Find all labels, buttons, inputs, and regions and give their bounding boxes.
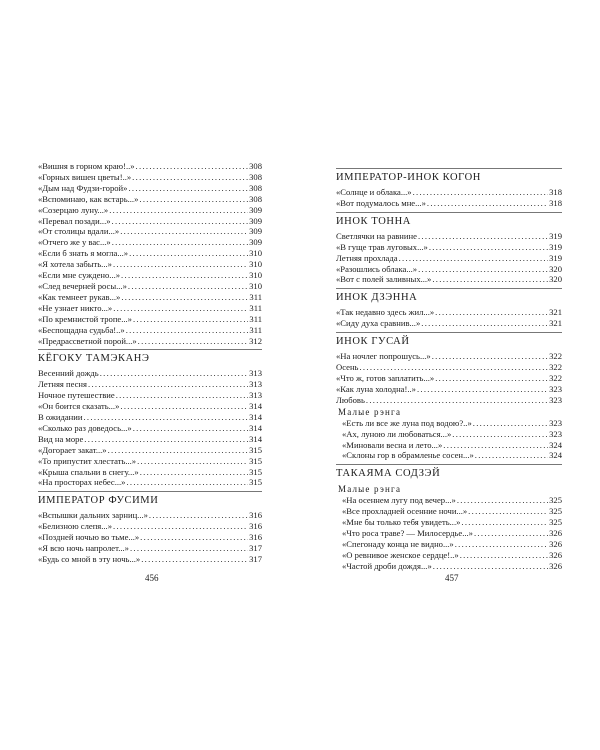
toc-leader-dots — [108, 445, 249, 456]
toc-leader-dots — [88, 379, 248, 390]
toc-entry — [38, 303, 262, 314]
toc-entry-label: Осень — [336, 362, 359, 373]
toc-entry-page: 314 — [249, 433, 262, 444]
toc-entry — [336, 384, 562, 395]
toc-leader-dots — [418, 264, 548, 275]
toc-entry — [336, 561, 562, 572]
toc-entry-page: 310 — [249, 270, 262, 281]
toc-entry-page: 308 — [249, 182, 262, 193]
toc-entry — [38, 477, 262, 488]
toc-entry-label: «То припустит хлестать...» — [38, 455, 137, 466]
toc-entry-label: «Беспощадна судьба!..» — [38, 324, 125, 335]
toc-leader-dots — [120, 401, 248, 412]
toc-entry — [38, 183, 262, 194]
toc-leader-dots — [417, 384, 548, 395]
toc-entry — [336, 395, 562, 406]
toc-entry-page: 316 — [249, 532, 262, 543]
toc-entry — [336, 539, 562, 550]
toc-entry-page: 324 — [549, 439, 562, 450]
toc-entry — [38, 292, 262, 303]
toc-leader-dots — [432, 351, 548, 362]
toc-entry — [38, 456, 262, 467]
toc-entry-label: «Вспоминаю, как встарь...» — [38, 193, 139, 204]
toc-entry-label: «Созерцаю луну...» — [38, 204, 109, 215]
toc-leader-dots — [457, 495, 548, 506]
section-title: ИНОК ДЗЭННА — [336, 288, 562, 307]
toc-entry-label: «Спегонаду конца не видно...» — [342, 538, 454, 549]
section-title: ИНОК ТОННА — [336, 212, 562, 231]
toc-entry-page: 313 — [249, 390, 262, 401]
toc-entry — [38, 216, 262, 227]
toc-entry-label: «От столицы вдали...» — [38, 226, 120, 237]
toc-entry-label: «Вспышки дальних зарниц...» — [38, 510, 148, 521]
toc-entry-page: 326 — [549, 549, 562, 560]
toc-entry — [336, 506, 562, 517]
toc-entry-label: «Что роса траве? — Милосердье...» — [342, 528, 473, 539]
toc-leader-dots — [413, 187, 549, 198]
toc-leader-dots — [84, 434, 248, 445]
toc-entry-page: 313 — [249, 379, 262, 390]
toc-entry-page: 311 — [249, 302, 262, 313]
toc-section — [336, 212, 562, 286]
toc-entry-page: 323 — [549, 428, 562, 439]
toc-entry-label: «Миновали весна и лето...» — [342, 439, 443, 450]
toc-leader-dots — [460, 550, 548, 561]
toc-leader-dots — [120, 226, 248, 237]
toc-entry-page: 315 — [249, 444, 262, 455]
toc-entry-label: «Я всю ночь напролет...» — [38, 543, 129, 554]
toc-section — [38, 349, 262, 488]
toc-entry-label: «Сколько раз доведось...» — [38, 422, 132, 433]
toc-entry-label: «Частой дроби дождя...» — [342, 560, 432, 571]
toc-entry-page: 319 — [549, 230, 562, 241]
toc-entry-label: «Склоны гор в обрамленье сосен...» — [342, 450, 474, 461]
toc-entry — [38, 543, 262, 554]
toc-entry-label: Летняя прохлада — [336, 252, 398, 263]
toc-entry — [38, 226, 262, 237]
toc-entry-label: Вид на море — [38, 433, 84, 444]
toc-entry-page: 318 — [549, 187, 562, 197]
toc-leader-dots — [137, 456, 248, 467]
toc-entry-page: 311 — [249, 313, 262, 324]
toc-entry — [38, 467, 262, 478]
toc-leader-dots — [116, 390, 248, 401]
toc-entry-label: «Не узнает никто...» — [38, 302, 113, 313]
toc-entry — [336, 418, 562, 429]
section-title: ИНОК ГУСАЙ — [336, 332, 562, 351]
toc-entry — [336, 351, 562, 362]
toc-entry — [336, 231, 562, 242]
toc-entry — [38, 434, 262, 445]
toc-entry — [38, 532, 262, 543]
toc-entry — [38, 423, 262, 434]
toc-section — [38, 491, 262, 565]
toc-entry-page: 314 — [249, 422, 262, 433]
toc-section — [336, 288, 562, 329]
toc-entry-label: «Догорает закат...» — [38, 444, 107, 455]
toc-entry-label: «Перевал позади...» — [38, 215, 111, 226]
toc-entry — [336, 373, 562, 384]
toc-leader-dots — [109, 205, 248, 216]
toc-entry — [38, 194, 262, 205]
toc-entry-label: Летняя песня — [38, 379, 87, 390]
toc-entry-page: 323 — [549, 417, 562, 428]
toc-entry-label: «Будь со мной в эту ночь...» — [38, 554, 141, 564]
toc-entry — [38, 554, 262, 565]
toc-entry-page: 320 — [549, 263, 562, 274]
toc-leader-dots — [112, 216, 249, 227]
toc-leader-dots — [126, 477, 248, 488]
toc-entry-label: «Белизною слепя...» — [38, 521, 113, 532]
toc-entry-label: «Предрассветной порой...» — [38, 335, 137, 346]
toc-entry-label: «Сиду духа сравнив...» — [336, 318, 421, 329]
toc-leader-dots — [359, 362, 548, 373]
toc-entry-label: «Солнце и облака...» — [336, 187, 412, 197]
toc-entry — [38, 259, 262, 270]
toc-leader-dots — [112, 237, 248, 248]
toc-entry-label: «Если б знать я могла...» — [38, 248, 129, 259]
toc-leader-dots — [128, 281, 248, 292]
toc-entry-page: 310 — [249, 280, 262, 291]
toc-entry-page: 325 — [549, 506, 562, 517]
toc-entry — [336, 450, 562, 461]
toc-entry-label: «Я хотела забыть...» — [38, 259, 112, 270]
toc-leader-dots — [121, 270, 248, 281]
toc-leader-dots — [141, 554, 248, 565]
toc-entry — [336, 187, 562, 198]
toc-entry — [38, 390, 262, 401]
toc-entry-page: 314 — [249, 401, 262, 412]
toc-section — [336, 168, 562, 209]
toc-entry-page: 318 — [549, 197, 562, 208]
toc-leader-dots — [435, 373, 548, 384]
toc-entry-label: «Отчего же у вас...» — [38, 237, 111, 248]
toc-leader-dots — [100, 368, 248, 379]
toc-leader-dots — [113, 259, 248, 270]
toc-leader-dots — [113, 303, 248, 314]
toc-leader-dots — [130, 543, 248, 554]
toc-entry-page: 326 — [549, 538, 562, 549]
toc-entry-label: «Вот подумалось мне...» — [336, 197, 426, 208]
toc-leader-dots — [427, 198, 548, 209]
left-page — [38, 161, 262, 565]
toc-entry — [336, 318, 562, 329]
toc-entry-label: «Ах, луною ли любоваться...» — [342, 428, 452, 439]
toc-entry — [38, 412, 262, 423]
toc-entry-page: 322 — [549, 362, 562, 373]
toc-entry — [336, 517, 562, 528]
toc-entry-page: 321 — [549, 318, 562, 329]
toc-entry — [336, 307, 562, 318]
toc-entry-page: 316 — [249, 510, 262, 521]
toc-leader-dots — [421, 318, 548, 329]
toc-entry — [38, 270, 262, 281]
toc-entry — [38, 161, 262, 172]
toc-entry — [38, 237, 262, 248]
toc-entry-label: «Как темнеет рукав...» — [38, 291, 121, 302]
toc-entry-page: 308 — [249, 193, 262, 204]
toc-entry-page: 316 — [249, 521, 262, 532]
toc-entry-label: «По кремнистой тропе...» — [38, 313, 132, 324]
toc-leader-dots — [461, 517, 548, 528]
toc-entry-page: 309 — [249, 226, 262, 237]
toc-entry-label: «Крыша спальни в снегу...» — [38, 466, 139, 477]
toc-entry-label: «На ночлег попрошусь...» — [336, 351, 431, 362]
toc-entry — [336, 429, 562, 440]
toc-leader-dots — [429, 242, 548, 253]
toc-entry — [336, 495, 562, 506]
toc-entry — [38, 510, 262, 521]
toc-entry-page: 310 — [249, 259, 262, 270]
toc-entry — [336, 253, 562, 264]
toc-leader-dots — [366, 395, 548, 406]
toc-entry-label: «Дым над Фудзи-горой» — [38, 182, 128, 193]
toc-entry-page: 309 — [249, 237, 262, 248]
toc-entry-label: Ночное путешествие — [38, 390, 115, 401]
toc-entry-page: 320 — [549, 274, 562, 285]
toc-entry-page: 311 — [249, 324, 262, 335]
toc-entry-page: 315 — [249, 466, 262, 477]
toc-leader-dots — [139, 194, 248, 205]
toc-entry-page: 311 — [249, 291, 262, 302]
toc-entry-page: 325 — [549, 495, 562, 506]
toc-entry — [38, 445, 262, 456]
toc-entry-label: «Если мне суждено...» — [38, 270, 121, 281]
toc-entry-label: Любовь — [336, 394, 365, 405]
toc-entry — [336, 528, 562, 539]
toc-leader-dots — [474, 528, 548, 539]
toc-entry — [38, 325, 262, 336]
toc-leader-dots — [121, 292, 248, 303]
toc-leader-dots — [133, 314, 248, 325]
toc-leader-dots — [399, 253, 549, 264]
right-page — [336, 165, 562, 572]
toc-section — [336, 464, 562, 571]
toc-leader-dots — [83, 412, 248, 423]
toc-leader-dots — [443, 440, 548, 451]
toc-entry — [336, 242, 562, 253]
toc-entry-page: 319 — [549, 241, 562, 252]
toc-entry-label: «Как луна холодна!..» — [336, 383, 416, 394]
section-title: ИМПЕРАТОР ФУСИМИ — [38, 491, 262, 510]
toc-entry — [38, 281, 262, 292]
section-subheading: Малые рэнга — [338, 484, 402, 495]
toc-leader-dots — [432, 274, 548, 285]
toc-leader-dots — [418, 231, 548, 242]
toc-entry-page: 313 — [249, 368, 262, 379]
toc-entry-label: «Вот с полей заливных...» — [336, 274, 432, 285]
toc-leader-dots — [149, 510, 248, 521]
toc-entry-label: Светлячки на равнине — [336, 230, 417, 241]
toc-entry-page: 326 — [549, 528, 562, 539]
toc-entry-page: 315 — [249, 477, 262, 488]
toc-entry-page: 314 — [249, 412, 262, 423]
toc-entry-label: «Он боится сказать...» — [38, 401, 120, 412]
toc-entry-label: «Поздней ночью во тьме...» — [38, 532, 140, 543]
toc-entry-label: «Так недавно здесь жил...» — [336, 307, 435, 318]
toc-entry-page: 309 — [249, 204, 262, 215]
toc-entry-page: 325 — [549, 517, 562, 528]
toc-entry-label: «След вечерней росы...» — [38, 280, 127, 291]
toc-entry-label: Весенний дождь — [38, 368, 99, 379]
toc-leader-dots — [473, 418, 548, 429]
toc-leader-dots — [129, 248, 248, 259]
toc-leader-dots — [435, 307, 548, 318]
toc-entry — [38, 205, 262, 216]
toc-entry-page: 326 — [549, 560, 562, 571]
toc-leader-dots — [455, 539, 548, 550]
toc-entry-page: 309 — [249, 215, 262, 226]
toc-entry-page: 308 — [249, 171, 262, 182]
toc-entry — [336, 362, 562, 373]
toc-leader-dots — [452, 429, 548, 440]
toc-leader-dots — [133, 423, 248, 434]
toc-entry-label: «Мне бы только тебя увидеть...» — [342, 517, 461, 528]
toc-leader-dots — [132, 172, 248, 183]
toc-entry-label: «Разошлись облака...» — [336, 263, 418, 274]
toc-entry-label: «Горных вишен цветы!..» — [38, 171, 132, 182]
toc-entry-label: «На осеннем лугу под вечер...» — [342, 495, 456, 506]
page-number-left: 456 — [145, 573, 159, 583]
toc-entry — [38, 379, 262, 390]
toc-entry-page: 321 — [549, 307, 562, 318]
toc-leader-dots — [433, 561, 548, 572]
page-number-right: 457 — [445, 573, 459, 583]
toc-entry — [38, 336, 262, 347]
toc-entry-page: 315 — [249, 455, 262, 466]
toc-entry-label: «На просторах небес...» — [38, 477, 126, 488]
toc-leader-dots — [136, 161, 249, 172]
toc-entry — [38, 401, 262, 412]
toc-entry-page: 317 — [249, 543, 262, 554]
toc-leader-dots — [140, 532, 248, 543]
section-subheading: Малые рэнга — [338, 406, 402, 417]
toc-entry-page: 322 — [549, 351, 562, 362]
toc-entry — [336, 198, 562, 209]
toc-entry-label: «О ревнивое женское сердце!..» — [342, 549, 459, 560]
toc-entry-page: 323 — [549, 394, 562, 405]
toc-entry-label: В ожидании — [38, 412, 83, 423]
toc-leader-dots — [475, 450, 548, 461]
toc-leader-dots — [138, 336, 248, 347]
toc-leader-dots — [126, 325, 249, 336]
toc-entry — [38, 172, 262, 183]
toc-entry-label: «Все прохладней осенние ночи...» — [342, 506, 468, 517]
toc-entry-page: 312 — [249, 335, 262, 346]
toc-entry — [336, 550, 562, 561]
toc-entry-page: 322 — [549, 372, 562, 383]
section-title: ТАКАЯМА СОДЗЭЙ — [336, 464, 562, 483]
toc-leader-dots — [468, 506, 548, 517]
toc-leader-dots — [128, 183, 248, 194]
toc-leader-dots — [113, 521, 248, 532]
toc-entry-page: 324 — [549, 450, 562, 461]
toc-leader-dots — [140, 467, 248, 478]
toc-entry-label: «Есть ли все же луна под водою?..» — [342, 417, 472, 428]
toc-entry — [38, 314, 262, 325]
section-title: ИМПЕРАТОР-ИНОК КОГОН — [336, 168, 562, 187]
toc-entry-page: 308 — [249, 161, 262, 171]
toc-entry — [336, 264, 562, 275]
toc-entry-label: «В гуще трав луговых...» — [336, 241, 428, 252]
toc-section — [336, 332, 562, 461]
toc-entry-page: 317 — [249, 554, 262, 564]
section-title: КЁГОКУ ТАМЭКАНЭ — [38, 349, 262, 368]
toc-entry-page: 310 — [249, 248, 262, 259]
toc-entry — [38, 248, 262, 259]
toc-entry — [336, 274, 562, 285]
toc-entry-page: 323 — [549, 383, 562, 394]
toc-group-lead — [38, 161, 262, 346]
toc-entry-page: 319 — [549, 252, 562, 263]
toc-entry-label: «Вишня в горном краю!..» — [38, 161, 135, 171]
toc-entry-label: «Что ж, готов заплатить...» — [336, 372, 435, 383]
toc-entry — [38, 368, 262, 379]
toc-entry — [38, 521, 262, 532]
toc-entry — [336, 440, 562, 451]
